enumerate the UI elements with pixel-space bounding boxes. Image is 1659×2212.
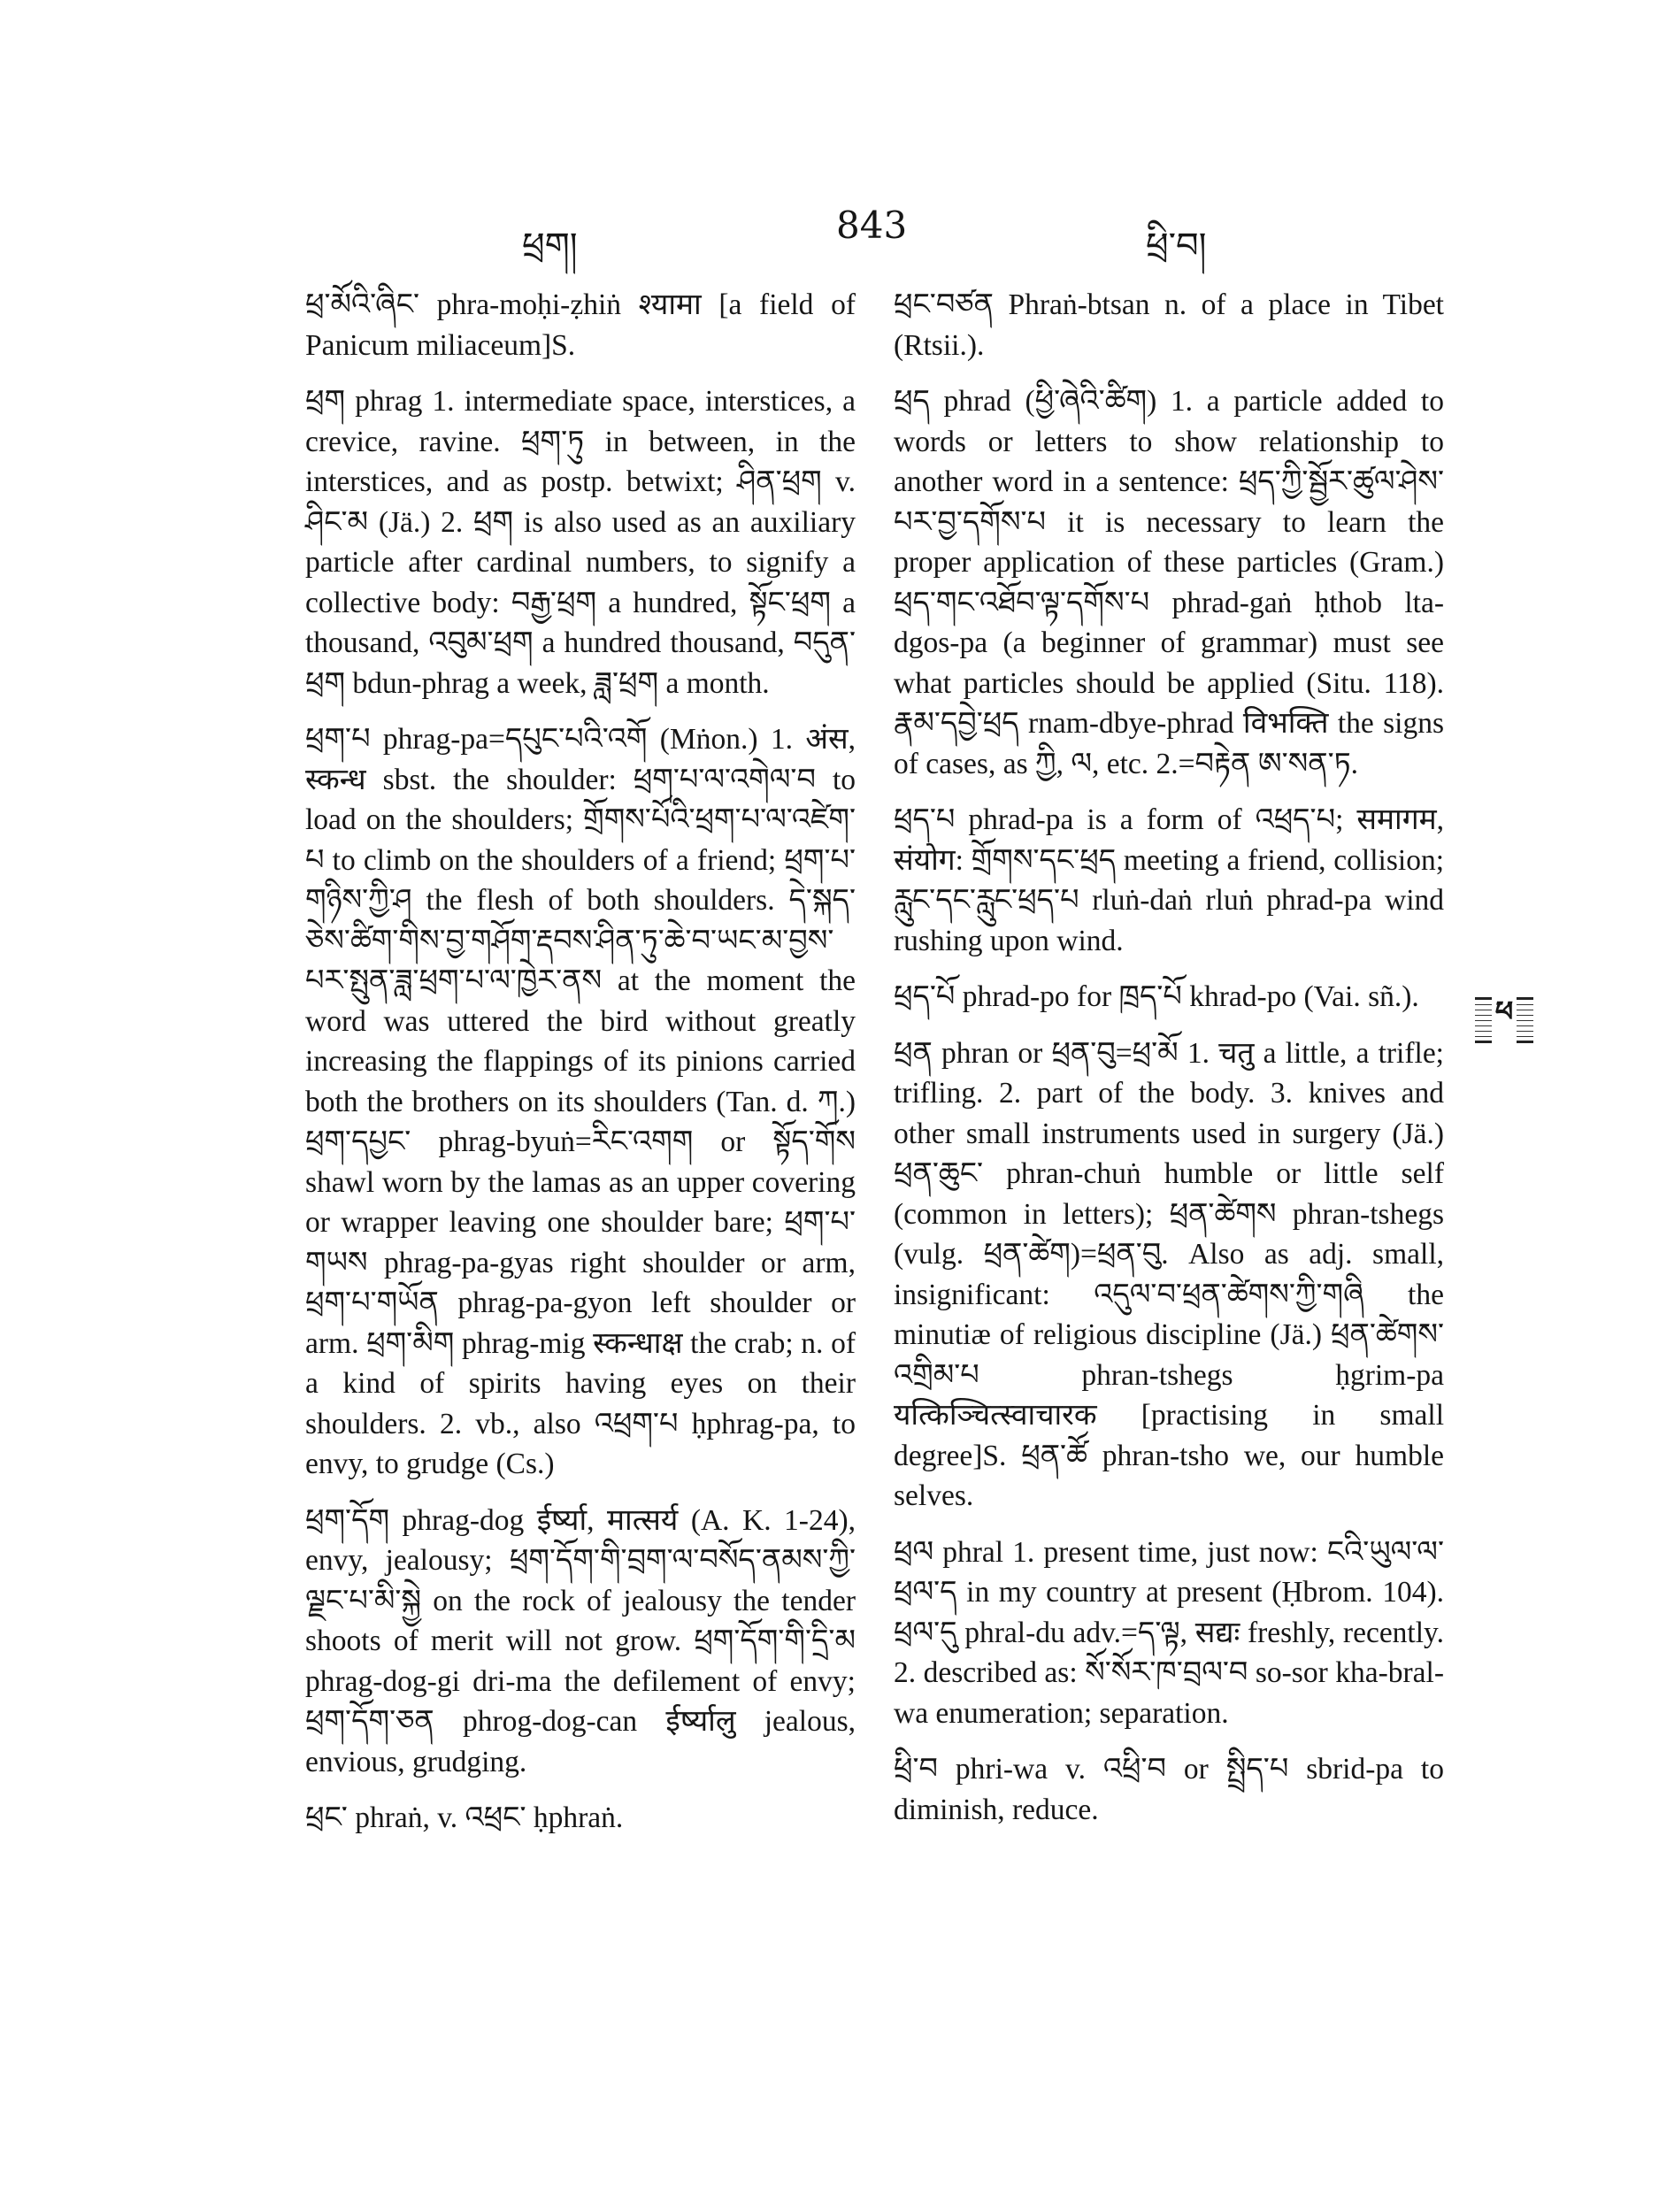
entry-phrad-po: ཕྲད་པོ phrad-po for ཁྲད་པོ khrad-po (Vai. sñ.). — [894, 980, 1419, 1013]
entry-phrag-dog: ཕྲག་དོག phrag-dog ईर्ष्या, मात्सर्य (A. K. 1-24), envy, jealousy; ཕྲག་དོག་གི་བྲག་ལ་བསོད་ནམས་ཀྱི་ལྗང་པ་མི་སྐྱེ on the rock of jealousy the tender shoots of merit will not grow. ཕྲག་དོག་གི་དྲི་མ phrag-dog-gi dri-ma the defilement of envy; ཕྲག་དོག་ཅན phrog-dog-can ईर्ष्यालु jealous, envious, grudging. — [305, 1503, 856, 1778]
entry-phran-v: ཕྲང་ phraṅ, v. འཕྲང་ ḥphraṅ. — [305, 1801, 624, 1834]
entry-phrad-pa: ཕྲད་པ phrad-pa is a form of འཕྲད་པ; समागम, संयोग: གྲོགས་དང་ཕྲད meeting a friend, collision; རླུང་དང་རླུང་ཕྲད་པ rluṅ-daṅ rluṅ phrad-pa wind rushing upon wind. — [894, 803, 1444, 957]
entry-phra-mohi-zhin: ཕྲ་མོའི་ཞིང་ phra-moḥi-ẓhiṅ श्यामा [a field of Panicum miliaceum]S. — [305, 288, 856, 362]
running-head-left: ཕྲག། — [522, 226, 578, 266]
entry-phrag: ཕྲག phrag 1. intermediate space, interstices, a crevice, ravine. ཕྲག་ཏུ in between, in the interstices, and as postp. betwixt; ཤིན་ཕྲག v. ཤིང་མ (Jä.) 2. ཕྲག is also used as an auxiliary particle after cardinal numbers, to signify a collective body: བརྒྱ་ཕྲག a hundred, སྟོང་ཕྲག a thousand, འབུམ་ཕྲག a hundred thousand, བདུན་ཕྲག bdun-phrag a week, ཟླ་ཕྲག a month. — [305, 385, 856, 700]
entry-phran-btsan: ཕྲང་བཙན Phraṅ-btsan n. of a place in Tibet (Rtsii.). — [894, 288, 1444, 362]
left-column — [305, 285, 856, 1855]
entry-phran: ཕྲན phran or ཕྲན་བུ=ཕྲ་མོ 1. चतु a little, a trifle; trifling. 2. part of the body. 3. knives and other small instruments used in surgery (Jä.) ཕྲན་ཆུང་ phran-chuṅ humble or little self (common in letters); ཕྲན་ཚེགས phran-tshegs (vulg. ཕྲན་ཚེག)=ཕྲན་བུ. Also as adj. small, insignificant: འདུལ་བ་ཕྲན་ཚེགས་ཀྱི་གཞི the minutiæ of religious discipline (Jä.) ཕྲན་ཚེགས་འགྲིམ་པ phran-tshegs ḥgrim-pa यत्किञ्चित्स्वाचारक [practising in small degree]S. ཕྲན་ཚོ phran-tsho we, our humble selves. — [894, 1036, 1444, 1512]
running-head-right: ཕྲི་བ། — [1146, 226, 1207, 266]
entry-phrad: ཕྲད phrad (ཕྱི་ཞེའི་ཚིག) 1. a particle added to words or letters to show relationship to another word in a sentence: ཕྲད་ཀྱི་སྦྱོར་ཚུལ་ཤེས་པར་བྱ་དགོས་པ it is necessary to learn the proper application of these particles (Gram.) ཕྲད་གང་འཐོབ་ལྟ་དགོས་པ phrad-gaṅ ḥthob lta-dgos-pa (a beginner of grammar) must see what particles should be applied (Situ. 118). རྣམ་དབྱེ་ཕྲད rnam-dbye-phrad विभक्ति the signs of cases, as ཀྱི, ལ, etc. 2.=བརྟེན ཨ་སན་ཏ. — [894, 385, 1444, 780]
entry-phri-wa: ཕྲི་བ phri-wa v. འཕྲི་བ or སྤྲིད་པ sbrid-pa to diminish, reduce. — [894, 1753, 1444, 1826]
entry-phral: ཕྲལ phral 1. present time, just now: ངའི་ཡུལ་ལ་ཕྲལ་ད in my country at present (Ḥbrom. 104). ཕྲལ་དུ phral-du adv.=ད་ལྟ, सद्यः freshly, recently. 2. described as: སོ་སོར་ཁ་བྲལ་བ so-sor kha-bral-wa enumeration; separation. — [894, 1535, 1444, 1730]
thumb-index-letter: ཕ — [1492, 980, 1517, 1060]
right-column — [894, 285, 1444, 1846]
thumb-index-tab — [1475, 997, 1533, 1043]
entry-phrag-pa: ཕྲག་པ phrag-pa=དཔུང་པའི་འགོ (Mṅon.) 1. अंस, स्कन्ध sbst. the shoulder: ཕྲག་པ་ལ་འགེལ་བ to load on the shoulders; གྲོགས་པོའི་ཕྲག་པ་ལ་འཛེག་པ to climb on the shoulders of a friend; ཕྲག་པ་གཉིས་ཀྱི་ཤ the flesh of both shoulders. དེ་སྐད་ཅེས་ཚིག་གིས་བྱ་གཤོག་རྡབས་ཤིན་ཏུ་ཆེ་བ་ཡང་མ་བྱས་པར་སྤུན་ཟླ་ཕྲག་པ་ལ་ཁྱེར་ནས at the moment the word was uttered the bird without greatly increasing the flappings of its pinions carried both the brothers on its shoulders (Tan. d. ཀ.) ཕྲག་དཔྱང་ phrag-byuṅ=རིང་འགག or སྟོད་གོས shawl worn by the lamas as an upper covering or wrapper leaving one shoulder bare; ཕྲག་པ་གཡས phrag-pa-gyas right shoulder or arm, ཕྲག་པ་གཡོན phrag-pa-gyon left shoulder or arm. ཕྲག་མིག phrag-mig स्कन्धाक्ष the crab; n. of a kind of spirits having eyes on their shoulders. 2. vb., also འཕྲག་པ ḥphrag-pa, to envy, to grudge (Cs.) — [305, 723, 856, 1480]
page-number: 843 — [836, 204, 908, 247]
